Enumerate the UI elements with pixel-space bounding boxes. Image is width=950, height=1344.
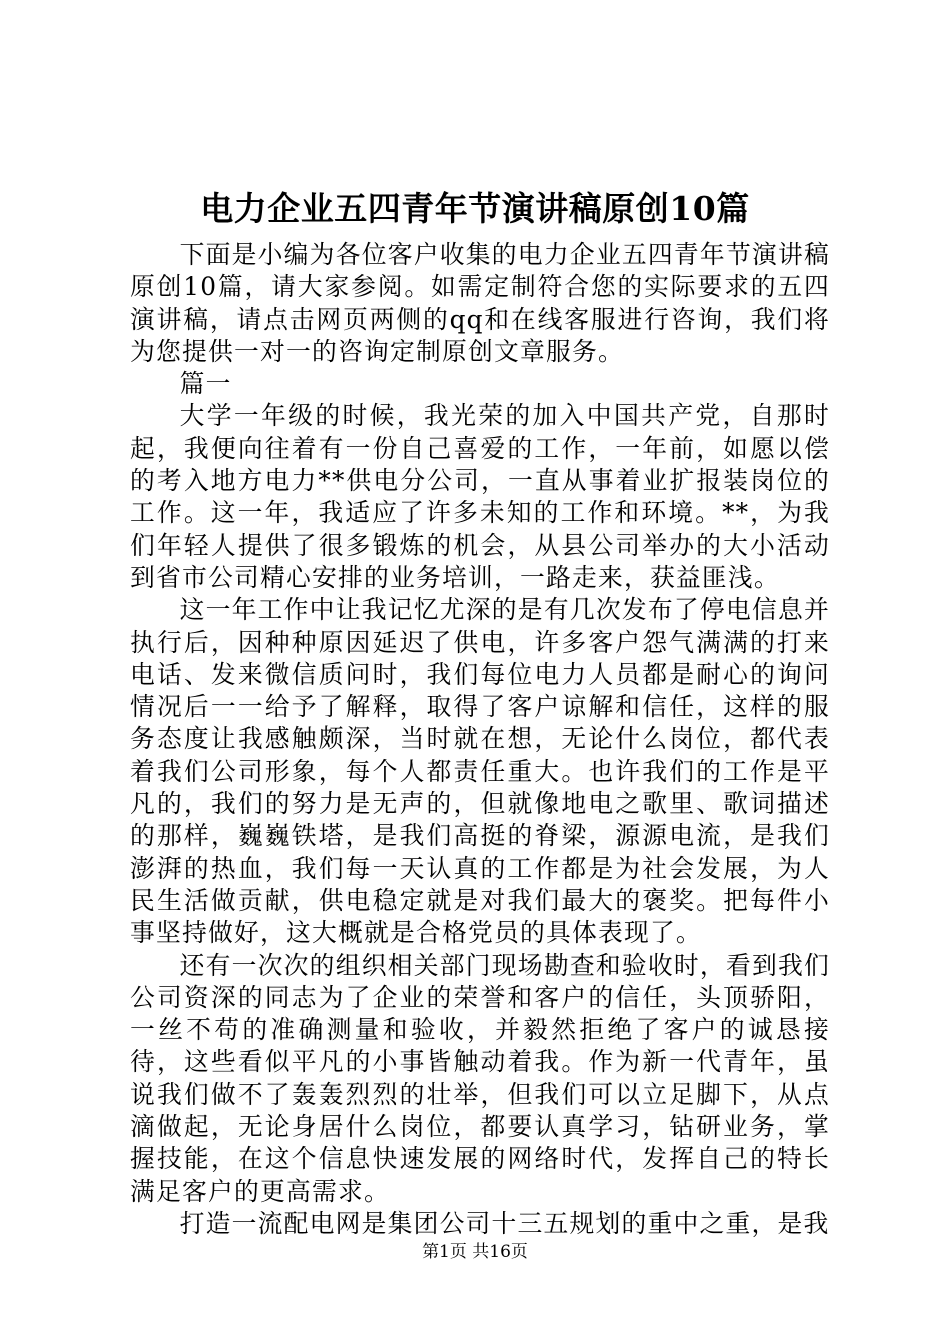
document-body [130,239,830,1240]
intro-paragraph: 下面是小编为各位客户收集的电力企业五四青年节演讲稿原创10篇，请大家参阅。如需定制符合您的实际要求的五四演讲稿，请点击网页两侧的qq和在线客服进行咨询，我们将为您提供一对一的咨询定制原创文章服务。 [130,240,830,366]
page-footer [0,1239,950,1265]
body-paragraph: 大学一年级的时候，我光荣的加入中国共产党，自那时起，我便向往着有一份自己喜爱的工作，一年前，如愿以偿的考入地方电力**供电分公司，一直从事着业扩报装岗位的工作。这一年，我适应了许多未知的工作和环境。**，为我们年轻人提供了很多锻炼的机会，从县公司举办的大小活动到省市公司精心安排的业务培训，一路走来，获益匪浅。 [130,401,830,592]
page-total: 共16页 [472,1242,528,1262]
body-paragraph: 打造一流配电网是集团公司十三五规划的重中之重，是我 [179,1208,830,1238]
body-paragraph: 还有一次次的组织相关部门现场勘查和验收时，看到我们公司资深的同志为了企业的荣誉和客户的信任，头顶骄阳，一丝不苟的准确测量和验收，并毅然拒绝了客户的诚恳接待，这些看似平凡的小事皆触动着我。作为新一代青年，虽说我们做不了轰轰烈烈的壮举，但我们可以立足脚下，从点滴做起，无论身居什么岗位，都要认真学习，钻研业务，掌握技能，在这个信息快速发展的网络时代，发挥自己的特长满足客户的更高需求。 [130,950,830,1206]
body-paragraph: 这一年工作中让我记忆尤深的是有几次发布了停电信息并执行后，因种种原因延迟了供电，许多客户怨气满满的打来电话、发来微信质问时，我们每位电力人员都是耐心的询问情况后一一给予了解释，取得了客户谅解和信任，这样的服务态度让我感触颇深，当时就在想，无论什么岗位，都代表着我们公司形象，每个人都责任重大。也许我们的工作是平凡的，我们的努力是无声的，但就像地电之歌里、歌词描述的那样，巍巍铁塔，是我们高挺的脊梁，源源电流，是我们澎湃的热血，我们每一天认真的工作都是为社会发展，为人民生活做贡献，供电稳定就是对我们最大的褒奖。把每件小事坚持做好，这大概就是合格党员的具体表现了。 [130,595,830,948]
page-number: 第1页 [422,1242,467,1262]
section-heading: 篇一 [179,369,232,399]
document-title: 电力企业五四青年节演讲稿原创10篇 [200,189,750,228]
